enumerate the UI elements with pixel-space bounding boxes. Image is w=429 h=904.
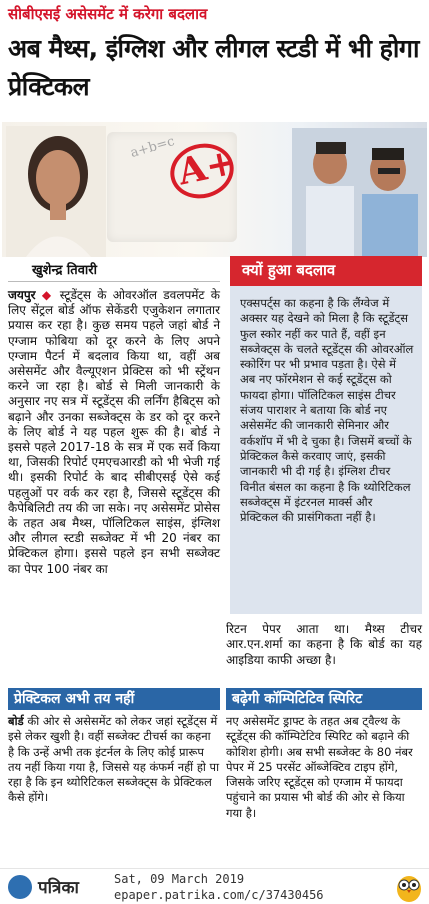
teacher-figure (6, 126, 106, 257)
dateline-city: जयपुर (8, 288, 36, 302)
footer (0, 868, 429, 904)
owl-icon (394, 871, 424, 903)
sidebar-box (230, 256, 422, 614)
section-right-text: नए असेसमेंट ड्राफ्ट के तहत अब ट्वैल्थ के स्टूडेंट्स की कॉम्पिटेटिव स्पिरिट को बढ़ाने की कोशिश होगी। अब सभी सब्जेक्ट के 80 नंबर पेपर में 25 परसेंट ऑब्जेक्टिव टाइप होंगे, जिसके जरिए स्टूडेंट्स को एग्जाम में फायदा पहुंचाने का प्रयास भी बोर्ड की ओर से किया गया है। (226, 714, 413, 820)
board-scribble: a+b=c (128, 134, 177, 161)
sidebar-title: क्यों हुआ बदलाव (242, 261, 336, 279)
kicker: सीबीएसई असेसमेंट में करेगा बदलाव (8, 5, 208, 23)
article-body (8, 288, 220, 577)
article-body-text: स्टूडेंट्स के ओवरऑल डवलपमेंट के लिए सेंट्रल बोर्ड ऑफ सेकेंडरी एजुकेशन लगातार प्रयास कर रहा है। कुछ समय पहले जहां बोर्ड ने एग्जाम फोबिया को दूर करने के लिए अपने एग्जाम पैटर्न में बदलाव किया था, वहीं अब असेसमेंट और वैल्यूएशन प्रेक्टिस को भी स्ट्रेंथन करने जा रहा है। बोर्ड से मिली जानकारी के अनुसार नए सत्र में स्टूडेंट्स की लर्निंग हैबिट्स को बढ़ाने और उनका सब्जेक्ट्स के डर को दूर करने के लिए बोर्ड ने यह पहल शुरू की है। बोर्ड ने इससे पहले 2017-18 के सत्र में एक सर्वे किया था, जिसकी रिपोर्ट एमएचआरडी को भी भेजी गई थी। इसकी रिपोर्ट के बाद सीबीएसई ऐसे कई पहलुओं पर वर्क कर रहा है, जिससे स्टूडेंट्स की कैपेबिलिटी तय की जा सके। नए असेसमेंट प्रोसेस के तहत अब मैथ्स, पॉलिटिकल साइंस, इंग्लिश और लीगल स्टडी सब्जेक्ट में भी 20 नंबर का प्रेक्टिकल होगा। इससे पहले इन सभी सब्जेक्ट का पेपर 100 नंबर का (8, 288, 220, 576)
headline: अब मैथ्स, इंग्लिश और लीगल स्टडी में भी होगा प्रेक्टिकल (8, 34, 419, 101)
patrika-logo-icon (8, 875, 32, 899)
students-figure (292, 128, 427, 257)
section-left-body: की ओर से असेसमेंट को लेकर जहां स्टूडेंट्स में इसे लेकर खुशी है। वहीं सब्जेक्ट टीचर्स का कहना है कि उन्हें अभी तक इंटर्नल के लिए कोई प्रारूप तय नहीं किया गया है, जिससे यह कंफर्म नहीं हो पा रहा है कि इन थ्योरिटिकल सब्जेक्ट्स के प्रेक्टिकल कैसे होंगे। (8, 714, 220, 805)
section-left-text (8, 714, 220, 806)
subhead-left: प्रेक्टिकल अभी तय नहीं (8, 688, 220, 710)
article-photo (2, 122, 427, 257)
subhead-right: बढ़ेगी कॉम्पिटिटिव स्पिरिट (226, 688, 422, 710)
section-left-lead: बोर्ड (8, 714, 24, 728)
byline-row (8, 258, 220, 282)
byline: खुशेन्द्र तिवारी (32, 263, 97, 278)
patrika-logo-text: पत्रिका (38, 878, 79, 898)
footer-date: Sat, 09 March 2019 (114, 872, 245, 886)
sidebar-header (230, 256, 422, 286)
footer-url[interactable]: epaper.patrika.com/c/37430456 (114, 888, 324, 902)
grade-mark: A+ (174, 140, 240, 194)
article-continued: रिटन पेपर आता था। मैथ्स टीचर आर.एन.शर्मा का कहना है कि बोर्ड का यह आइडिया काफी अच्छा है। (226, 622, 422, 667)
dateline-diamond-icon: ◆ (41, 288, 60, 302)
sidebar-text: एक्सपर्ट्स का कहना है कि लैंग्वेज में अक्सर यह देखने को मिला है कि स्टूडेंट्स फुल स्कोर नहीं कर पाते हैं, वहीं इन सब्जेक्ट्स के चलते स्टूडेंट्स की ओवरऑल स्कोरिंग पर भी प्रभाव पड़ता है। ऐसे में अब नए फॉरमेशन से कई स्टूडेंट्स को फायदा होगा। पॉलिटिकल साइंस टीचर संजय पाराशर ने बताया कि बोर्ड नए असेसमेंट की जानकारी सेमिनार और वर्कशॉप में भी दे चुका है। जिसमें बच्चों के प्रेक्टिकल कैसे करवाए जाएं, इसकी जानकारी भी दी गई है। इंग्लिश टीचर विनीत बंसल का कहना है कि थ्योरिटिकल सब्जेक्ट्स में इंटरनल मार्क्स और प्रेक्टिकल की प्रासंगिकता नहीं है। (240, 296, 414, 525)
